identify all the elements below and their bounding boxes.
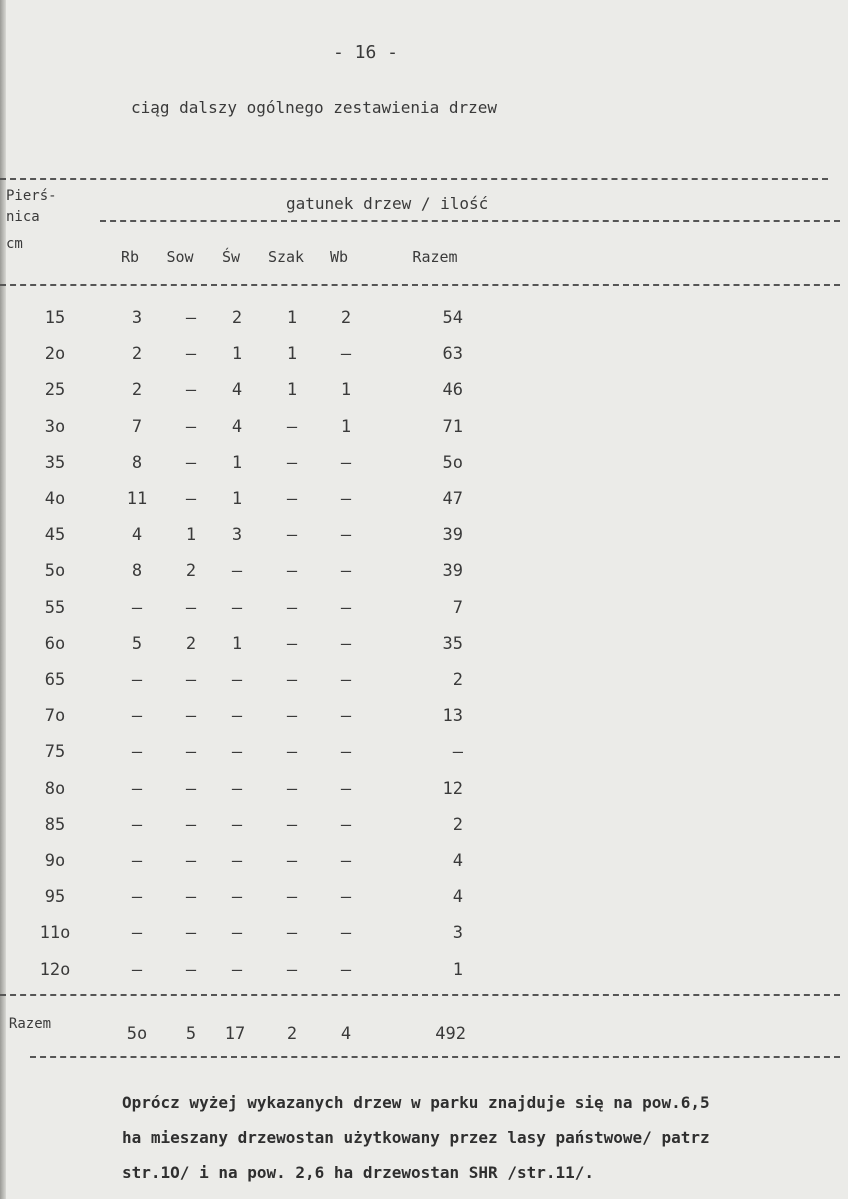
table-cell: – — [286, 525, 298, 546]
table-cell: – — [286, 742, 298, 763]
total-cell: 492 — [435, 1024, 466, 1044]
table-cell: 2 — [185, 633, 197, 654]
table-cell: 2 — [131, 344, 143, 365]
table-cell: – — [231, 887, 243, 908]
table-cell: 4 — [131, 525, 143, 546]
table-cell: 1 — [231, 489, 243, 509]
table-cell: – — [231, 923, 243, 944]
column-header-6: Razem — [412, 248, 458, 266]
table-cell: 3 — [231, 525, 243, 546]
table-cell: – — [185, 452, 197, 473]
row-diameter: 15 — [44, 308, 66, 328]
total-label: Razem — [8, 1016, 52, 1032]
table-cell: – — [340, 742, 352, 763]
total-cell: 2 — [286, 1024, 298, 1044]
table-cell: 3 — [452, 923, 463, 944]
header-bottom-rule — [0, 284, 840, 286]
table-cell: – — [131, 778, 143, 799]
row-diameter: 35 — [44, 452, 66, 473]
table-cell: 1 — [231, 344, 243, 365]
total-cell: 4 — [340, 1024, 352, 1044]
table-top-rule — [0, 178, 828, 180]
table-cell: – — [131, 742, 143, 763]
table-cell: 8 — [131, 452, 143, 473]
row-diameter: 4o — [44, 489, 66, 509]
table-cell: – — [340, 561, 352, 582]
table-cell: – — [185, 416, 197, 437]
table-cell: 1 — [452, 959, 463, 980]
table-cell: – — [231, 742, 243, 763]
table-cell: 2 — [452, 670, 463, 690]
first-col-header-line2: nica — [6, 209, 40, 225]
table-cell: – — [231, 814, 243, 835]
table-cell: 1 — [286, 344, 298, 365]
table-cell: 63 — [442, 344, 463, 365]
table-cell: – — [131, 923, 143, 944]
total-top-rule — [0, 994, 840, 996]
table-bottom-rule — [30, 1056, 840, 1058]
table-cell: – — [286, 814, 298, 835]
table-cell: – — [452, 742, 463, 763]
page-subtitle: ciąg dalszy ogólnego zestawienia drzew — [131, 98, 498, 117]
table-cell: 54 — [442, 308, 463, 328]
table-cell: – — [231, 959, 243, 980]
table-cell: – — [185, 344, 197, 365]
table-cell: 1 — [185, 525, 197, 546]
table-cell: 47 — [442, 489, 463, 509]
table-cell: – — [185, 959, 197, 980]
table-cell: – — [131, 959, 143, 980]
table-cell: – — [185, 706, 197, 727]
table-cell: – — [231, 561, 243, 582]
table-cell: – — [286, 887, 298, 908]
table-cell: – — [185, 742, 197, 763]
table-cell: 4 — [231, 380, 243, 401]
footer-line-1: Oprócz wyżej wykazanych drzew w parku znajduje się na pow.6,5 — [122, 1093, 710, 1112]
table-cell: 71 — [442, 416, 463, 437]
table-cell: – — [185, 851, 197, 871]
table-cell: 39 — [442, 561, 463, 582]
row-diameter: 5o — [44, 561, 66, 582]
table-cell: 1 — [231, 452, 243, 473]
table-cell: 7 — [131, 416, 143, 437]
table-cell: – — [185, 489, 197, 509]
column-header-4: Szak — [267, 248, 305, 266]
table-cell: – — [340, 706, 352, 727]
table-cell: – — [286, 597, 298, 618]
row-diameter: 75 — [44, 742, 66, 763]
table-cell: – — [131, 670, 143, 690]
table-cell: – — [340, 959, 352, 980]
footer-line-2: ha mieszany drzewostan użytkowany przez lasy państwowe/ patrz — [122, 1128, 710, 1147]
table-cell: 4 — [452, 887, 463, 908]
first-col-header-line1: Pierś- — [6, 188, 57, 204]
table-cell: – — [231, 851, 243, 871]
table-cell: – — [286, 633, 298, 654]
table-cell: – — [286, 959, 298, 980]
column-header-2: Sow — [166, 248, 194, 266]
row-diameter: 85 — [44, 814, 66, 835]
column-header-1: Rb — [120, 248, 140, 266]
table-cell: 2 — [231, 308, 243, 328]
group-header: gatunek drzew / ilość — [286, 194, 489, 213]
row-diameter: 95 — [44, 887, 66, 908]
table-cell: – — [340, 489, 352, 509]
table-cell: – — [185, 778, 197, 799]
table-cell: – — [286, 416, 298, 437]
table-cell: – — [286, 489, 298, 509]
table-cell: – — [131, 814, 143, 835]
table-cell: – — [286, 851, 298, 871]
row-diameter: 55 — [44, 597, 66, 618]
table-cell: – — [185, 814, 197, 835]
table-cell: – — [340, 670, 352, 690]
table-cell: – — [131, 851, 143, 871]
total-cell: 5o — [126, 1024, 148, 1044]
table-cell: 2 — [185, 561, 197, 582]
table-cell: – — [286, 706, 298, 727]
table-cell: – — [286, 452, 298, 473]
table-cell: – — [185, 887, 197, 908]
table-cell: 2 — [452, 814, 463, 835]
table-cell: – — [185, 308, 197, 328]
table-cell: 1 — [340, 380, 352, 401]
table-cell: 13 — [442, 706, 463, 727]
row-diameter: 3o — [44, 416, 66, 437]
table-cell: – — [131, 597, 143, 618]
table-cell: – — [185, 923, 197, 944]
column-header-5: Wb — [329, 248, 349, 266]
table-cell: 46 — [442, 380, 463, 401]
table-cell: – — [231, 778, 243, 799]
table-cell: – — [185, 670, 197, 690]
row-diameter: 12o — [39, 959, 71, 980]
row-diameter: 9o — [44, 851, 66, 871]
table-cell: 39 — [442, 525, 463, 546]
table-cell: 4 — [452, 851, 463, 871]
column-header-3: Św — [221, 248, 241, 266]
row-diameter: 2o — [44, 344, 66, 365]
table-cell: – — [185, 597, 197, 618]
table-cell: – — [340, 344, 352, 365]
row-diameter: 65 — [44, 670, 66, 690]
table-cell: 11 — [126, 489, 148, 509]
table-cell: – — [131, 887, 143, 908]
table-cell: – — [340, 887, 352, 908]
row-diameter: 8o — [44, 778, 66, 799]
row-diameter: 6o — [44, 633, 66, 654]
table-cell: 8 — [131, 561, 143, 582]
group-header-rule — [100, 220, 840, 222]
table-cell: – — [340, 923, 352, 944]
table-cell: – — [231, 670, 243, 690]
table-cell: 5 — [131, 633, 143, 654]
table-cell: – — [131, 706, 143, 727]
table-cell: – — [185, 380, 197, 401]
first-col-header-line3: cm — [6, 236, 23, 252]
table-cell: – — [231, 706, 243, 727]
table-cell: – — [286, 670, 298, 690]
table-cell: – — [286, 923, 298, 944]
table-cell: – — [286, 561, 298, 582]
table-cell: 3 — [131, 308, 143, 328]
table-cell: – — [340, 778, 352, 799]
row-diameter: 45 — [44, 525, 66, 546]
table-cell: – — [340, 851, 352, 871]
table-cell: – — [340, 597, 352, 618]
table-cell: 2 — [340, 308, 352, 328]
page-number: - 16 - — [333, 42, 399, 63]
row-diameter: 25 — [44, 380, 66, 401]
table-cell: 2 — [131, 380, 143, 401]
footer-line-3: str.1O/ i na pow. 2,6 ha drzewostan SHR /str.11/. — [122, 1163, 595, 1182]
table-cell: – — [340, 814, 352, 835]
total-cell: 5 — [185, 1024, 197, 1044]
table-cell: 1 — [286, 380, 298, 401]
row-diameter: 11o — [39, 923, 71, 944]
table-cell: 7 — [452, 597, 463, 618]
table-cell: 12 — [442, 778, 463, 799]
table-cell: – — [340, 525, 352, 546]
table-cell: 5o — [442, 452, 463, 473]
table-cell: 35 — [442, 633, 463, 654]
table-cell: – — [340, 452, 352, 473]
table-cell: – — [286, 778, 298, 799]
table-cell: 1 — [286, 308, 298, 328]
table-cell: – — [340, 633, 352, 654]
row-diameter: 7o — [44, 706, 66, 727]
table-cell: 1 — [340, 416, 352, 437]
table-cell: – — [231, 597, 243, 618]
table-cell: 1 — [231, 633, 243, 654]
table-cell: 4 — [231, 416, 243, 437]
total-cell: 17 — [224, 1024, 246, 1044]
